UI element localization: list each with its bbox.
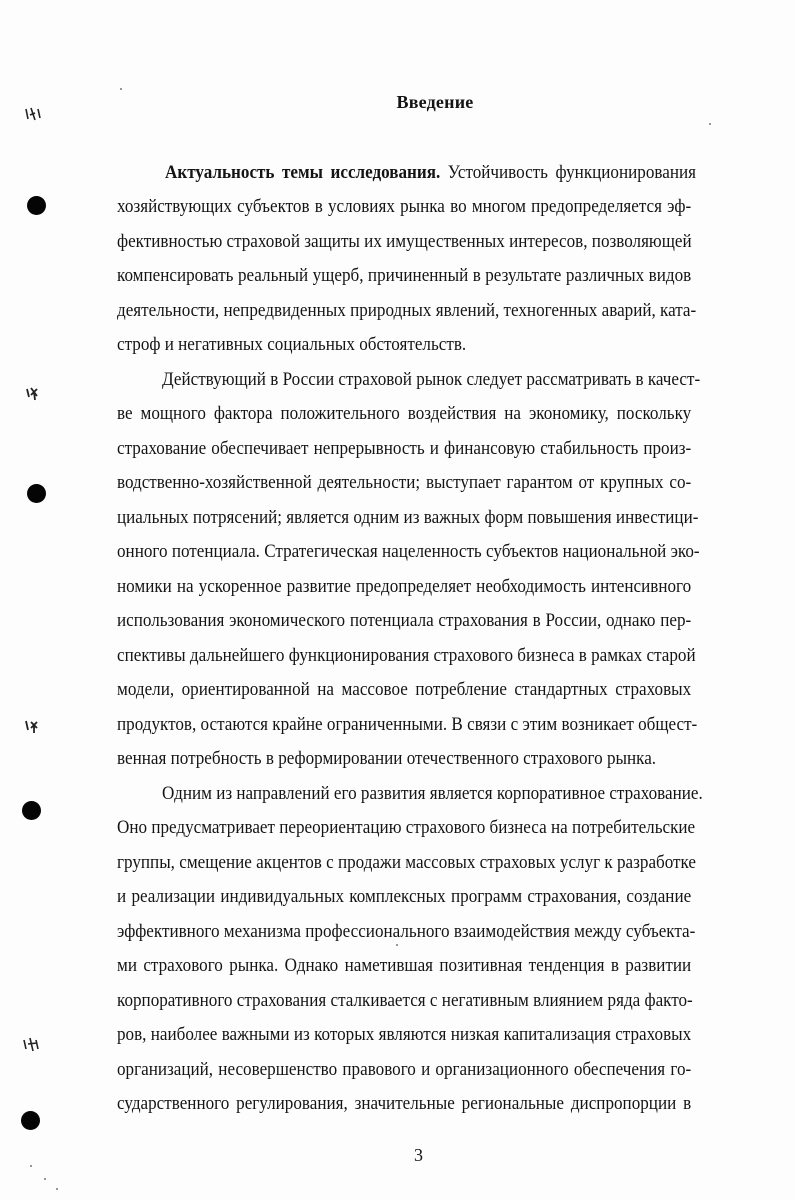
text-line: спективы дальнейшего функционирования страхового бизнеса в рамках старой: [117, 645, 696, 666]
punch-hole-icon: [27, 196, 46, 215]
punch-hole-icon: [21, 1111, 40, 1130]
page-title: Введение: [396, 92, 474, 112]
text-line: организаций, несовершенство правового и организационного обеспечения го-: [117, 1059, 692, 1080]
punch-hole-icon: [27, 484, 46, 503]
text-line: хозяйствующих субъектов в условиях рынка во многом предопределяется эф-: [117, 196, 692, 217]
text-line: деятельности, непредвиденных природных явлений, техногенных аварий, ката-: [117, 300, 697, 321]
text-line: продуктов, остаются крайне ограниченными. В связи с этим возникает общест-: [117, 714, 698, 735]
scan-speck: [709, 123, 711, 125]
text-line: циальных потрясений; является одним из важных форм повышения инвестици-: [117, 507, 699, 528]
scan-speck: [56, 1188, 58, 1190]
text-line: номики на ускоренное развитие предопределяет необходимость интенсивного: [117, 576, 692, 597]
scan-mark-icon: [22, 383, 44, 405]
text-line: эффективного механизма профессионального взаимодействия между субъекта-: [117, 921, 696, 942]
scan-mark-icon: [20, 1034, 42, 1056]
punch-hole-icon: [22, 801, 41, 820]
page-number: 3: [414, 1145, 423, 1165]
text-line: [165, 162, 696, 184]
bold-phrase: Актуальность темы исследования.: [165, 162, 441, 183]
text-line: сударственного регулирования, значительные региональные диспропорции в: [117, 1093, 692, 1114]
scan-speck: [44, 1178, 46, 1180]
text-line: компенсировать реальный ущерб, причиненный в результате различных видов: [117, 265, 692, 286]
line-text: Устойчивость функционирования: [440, 162, 696, 183]
scan-mark-icon: [22, 716, 44, 738]
text-line: ве мощного фактора положительного воздействия на экономику, поскольку: [117, 403, 692, 424]
text-line: Действующий в России страховой рынок следует рассматривать в качест-: [162, 369, 701, 390]
text-line: и реализации индивидуальных комплексных программ страхования, создание: [117, 886, 692, 907]
scan-mark-icon: [22, 104, 44, 126]
text-line: венная потребность в реформировании отечественного страхового рынка.: [117, 748, 657, 769]
text-line: онного потенциала. Стратегическая нацеленность субъектов национальной эко-: [117, 541, 700, 562]
text-line: страхование обеспечивает непрерывность и финансовую стабильность произ-: [117, 438, 692, 459]
text-line: водственно-хозяйственной деятельности; выступает гарантом от крупных со-: [117, 472, 692, 493]
text-line: строф и негативных социальных обстоятельств.: [117, 334, 467, 355]
text-line: группы, смещение акцентов с продажи массовых страховых услуг к разработке: [117, 852, 697, 873]
text-line: Одним из направлений его развития является корпоративное страхование.: [162, 783, 703, 804]
text-line: ми страхового рынка. Однако наметившая позитивная тенденция в развитии: [117, 955, 692, 976]
text-line: корпоративного страхования сталкивается с негативным влиянием ряда факто-: [117, 990, 693, 1011]
text-line: модели, ориентированной на массовое потребление стандартных страховых: [117, 679, 692, 700]
text-line: Оно предусматривает переориентацию страхового бизнеса на потребительские: [117, 817, 696, 838]
text-line: фективностью страховой защиты их имущественных интересов, позволяющей: [117, 231, 692, 252]
text-line: ров, наиболее важными из которых являются низкая капитализация страховых: [117, 1024, 692, 1045]
text-line: использования экономического потенциала страхования в России, однако пер-: [117, 610, 692, 631]
scan-speck: [120, 88, 122, 90]
scan-speck: [396, 944, 398, 946]
scan-speck: [30, 1165, 32, 1167]
